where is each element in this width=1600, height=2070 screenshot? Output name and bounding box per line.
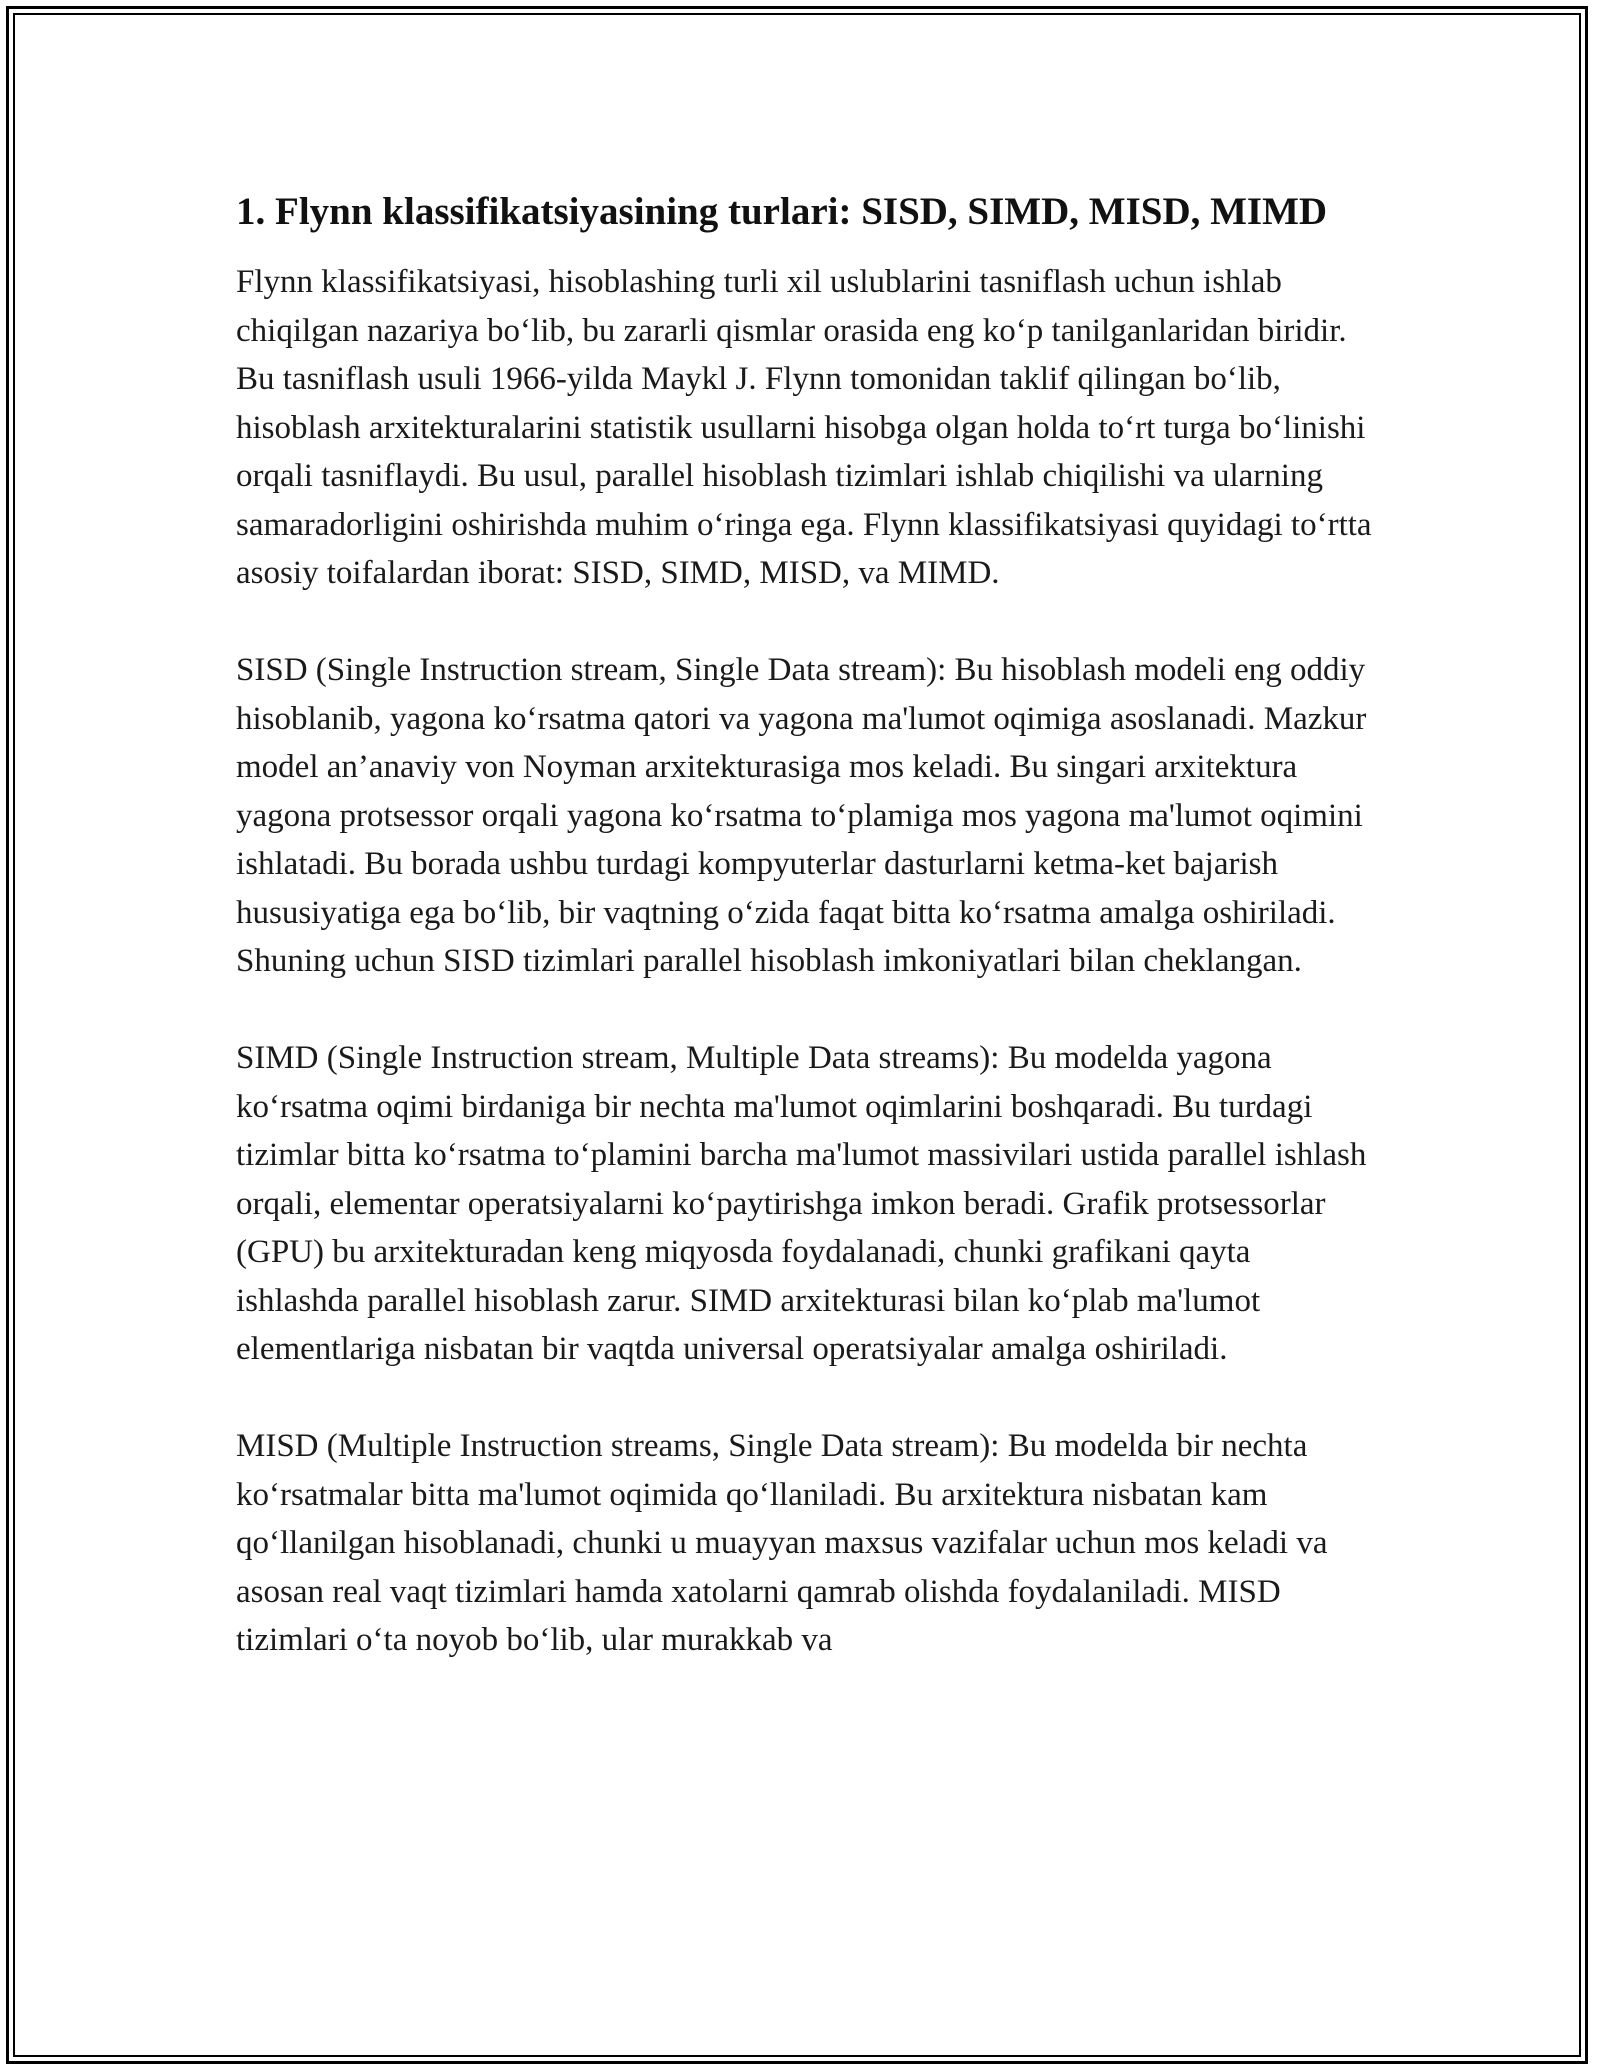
paragraph-sisd: SISD (Single Instruction stream, Single Data stream): Bu hisoblash modeli eng oddiy hisoblanib, yagona ko‘rsatma qatori va yagona ma'lumot oqimiga asoslanadi. Mazkur model an’anaviy von Noyman arxitekturasiga mos keladi. Bu singari arxitektura yagona protsessor orqali yagona ko‘rsatma to‘plamiga mos yagona ma'lumot oqimini ishlatadi. Bu borada ushbu turdagi kompyuterlar dasturlarni ketma-ket bajarish hususiyatiga ega bo‘lib, bir vaqtning o‘zida faqat bitta ko‘rsatma amalga oshiriladi. Shuning uchun SISD tizimlari parallel hisoblash imkoniyatlari bilan cheklangan. bbox=[236, 652, 1367, 979]
paragraph-simd: SIMD (Single Instruction stream, Multiple Data streams): Bu modelda yagona ko‘rsatma oqimi birdaniga bir nechta ma'lumot oqimlarini boshqaradi. Bu turdagi tizimlar bitta ko‘rsatma to‘plamini barcha ma'lumot massivilari ustida parallel ishlash orqali, elementar operatsiyalarni ko‘paytirishga imkon beradi. Grafik protsessorlar (GPU) bu arxitekturadan keng miqyosda foydalanadi, chunki grafikani qayta ishlashda parallel hisoblash zarur. SIMD arxitekturasi bilan ko‘plab ma'lumot elementlariga nisbatan bir vaqtda universal operatsiyalar amalga oshiriladi. bbox=[236, 1040, 1367, 1367]
document-body bbox=[236, 185, 1376, 1713]
paragraph-intro: Flynn klassifikatsiyasi, hisoblashing turli xil uslublarini tasniflash uchun ishlab chiqilgan nazariya bo‘lib, bu zararli qismlar orasida eng ko‘p tanilganlaridan biridir. Bu tasniflash usuli 1966-yilda Maykl J. Flynn tomonidan taklif qilingan bo‘lib, hisoblash arxitekturalarini statistik usullarni hisobga olgan holda to‘rt turga bo‘linishi orqali tasniflaydi. Bu usul, parallel hisoblash tizimlari ishlab chiqilishi va ularning samaradorligini oshirishda muhim o‘ringa ega. Flynn klassifikatsiyasi quyidagi to‘rtta asosiy toifalardan iborat: SISD, SIMD, MISD, va MIMD. bbox=[236, 264, 1372, 591]
section-heading: 1. Flynn klassifikatsiyasining turlari: SISD, SIMD, MISD, MIMD bbox=[236, 190, 1328, 233]
paragraph-misd: MISD (Multiple Instruction streams, Single Data stream): Bu modelda bir nechta ko‘rsatmalar bitta ma'lumot oqimida qo‘llaniladi. Bu arxitektura nisbatan kam qo‘llanilgan hisoblanadi, chunki u muayyan maxsus vazifalar uchun mos keladi va asosan real vaqt tizimlari hamda xatolarni qamrab olishda foydalaniladi. MISD tizimlari o‘ta noyob bo‘lib, ular murakkab va bbox=[236, 1428, 1328, 1658]
